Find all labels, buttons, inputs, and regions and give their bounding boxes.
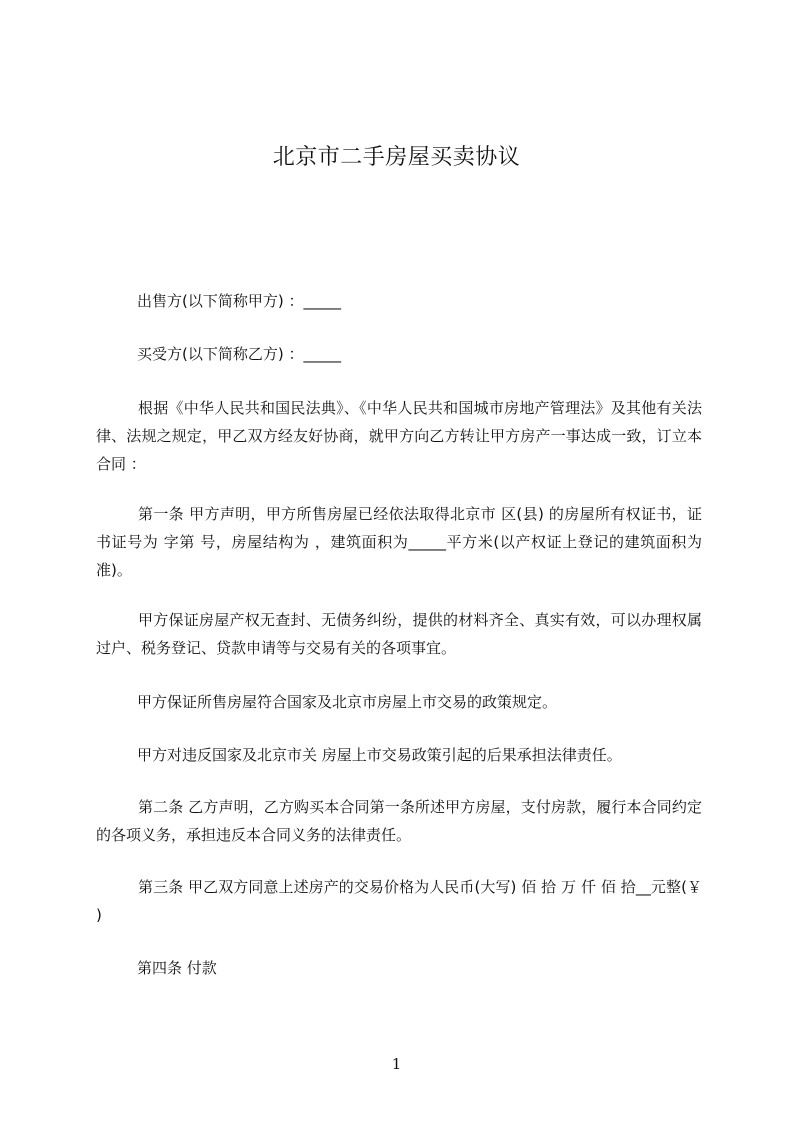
article-1-policy-paragraph: 甲方保证所售房屋符合国家及北京市房屋上市交易的政策规定。 [137,693,558,711]
article-2-paragraph: 第二条 乙方声明，乙方购买本合同第一条所述甲方房屋，支付房款，履行本合同约定的各项义务，承担违反本合同义务的法律责任。 [96,798,702,844]
buyer-line: 买受方(以下简称乙方) ：_____ [137,345,341,363]
document-title: 北京市二手房屋买卖协议 [272,145,521,170]
preamble-paragraph: 根据《中华人民共和国民法典》、《中华人民共和国城市房地产管理法》及其他有关法律、法规之规定，甲乙双方经友好协商，就甲方向乙方转让甲方房产一事达成一致，订立本合同 ： [96,399,702,473]
article-4-heading: 第四条 付款 [137,959,217,977]
page-number: 1 [391,1055,402,1073]
article-1-paragraph: 第一条 甲方声明，甲方所售房屋已经依法取得北京市 区(县) 的房屋所有权证书，证书证号为 字第 号，房屋结构为 ，建筑面积为_____平方米(以产权证上登记的建筑面积为准)。 [96,505,702,579]
seller-line: 出售方(以下简称甲方) ：_____ [137,292,341,310]
article-3-paragraph: 第三条 甲乙双方同意上述房产的交易价格为人民币(大写) 佰 拾 万 仟 佰 拾__元整(￥ ) [96,878,702,924]
article-1-guarantee-paragraph: 甲方保证房屋产权无查封、无债务纠纷，提供的材料齐全、真实有效，可以办理权属过户、税务登记、贷款申请等与交易有关的各项事宜。 [96,611,702,657]
article-1-liability-paragraph: 甲方对违反国家及北京市关 房屋上市交易政策引起的后果承担法律责任。 [137,746,622,764]
